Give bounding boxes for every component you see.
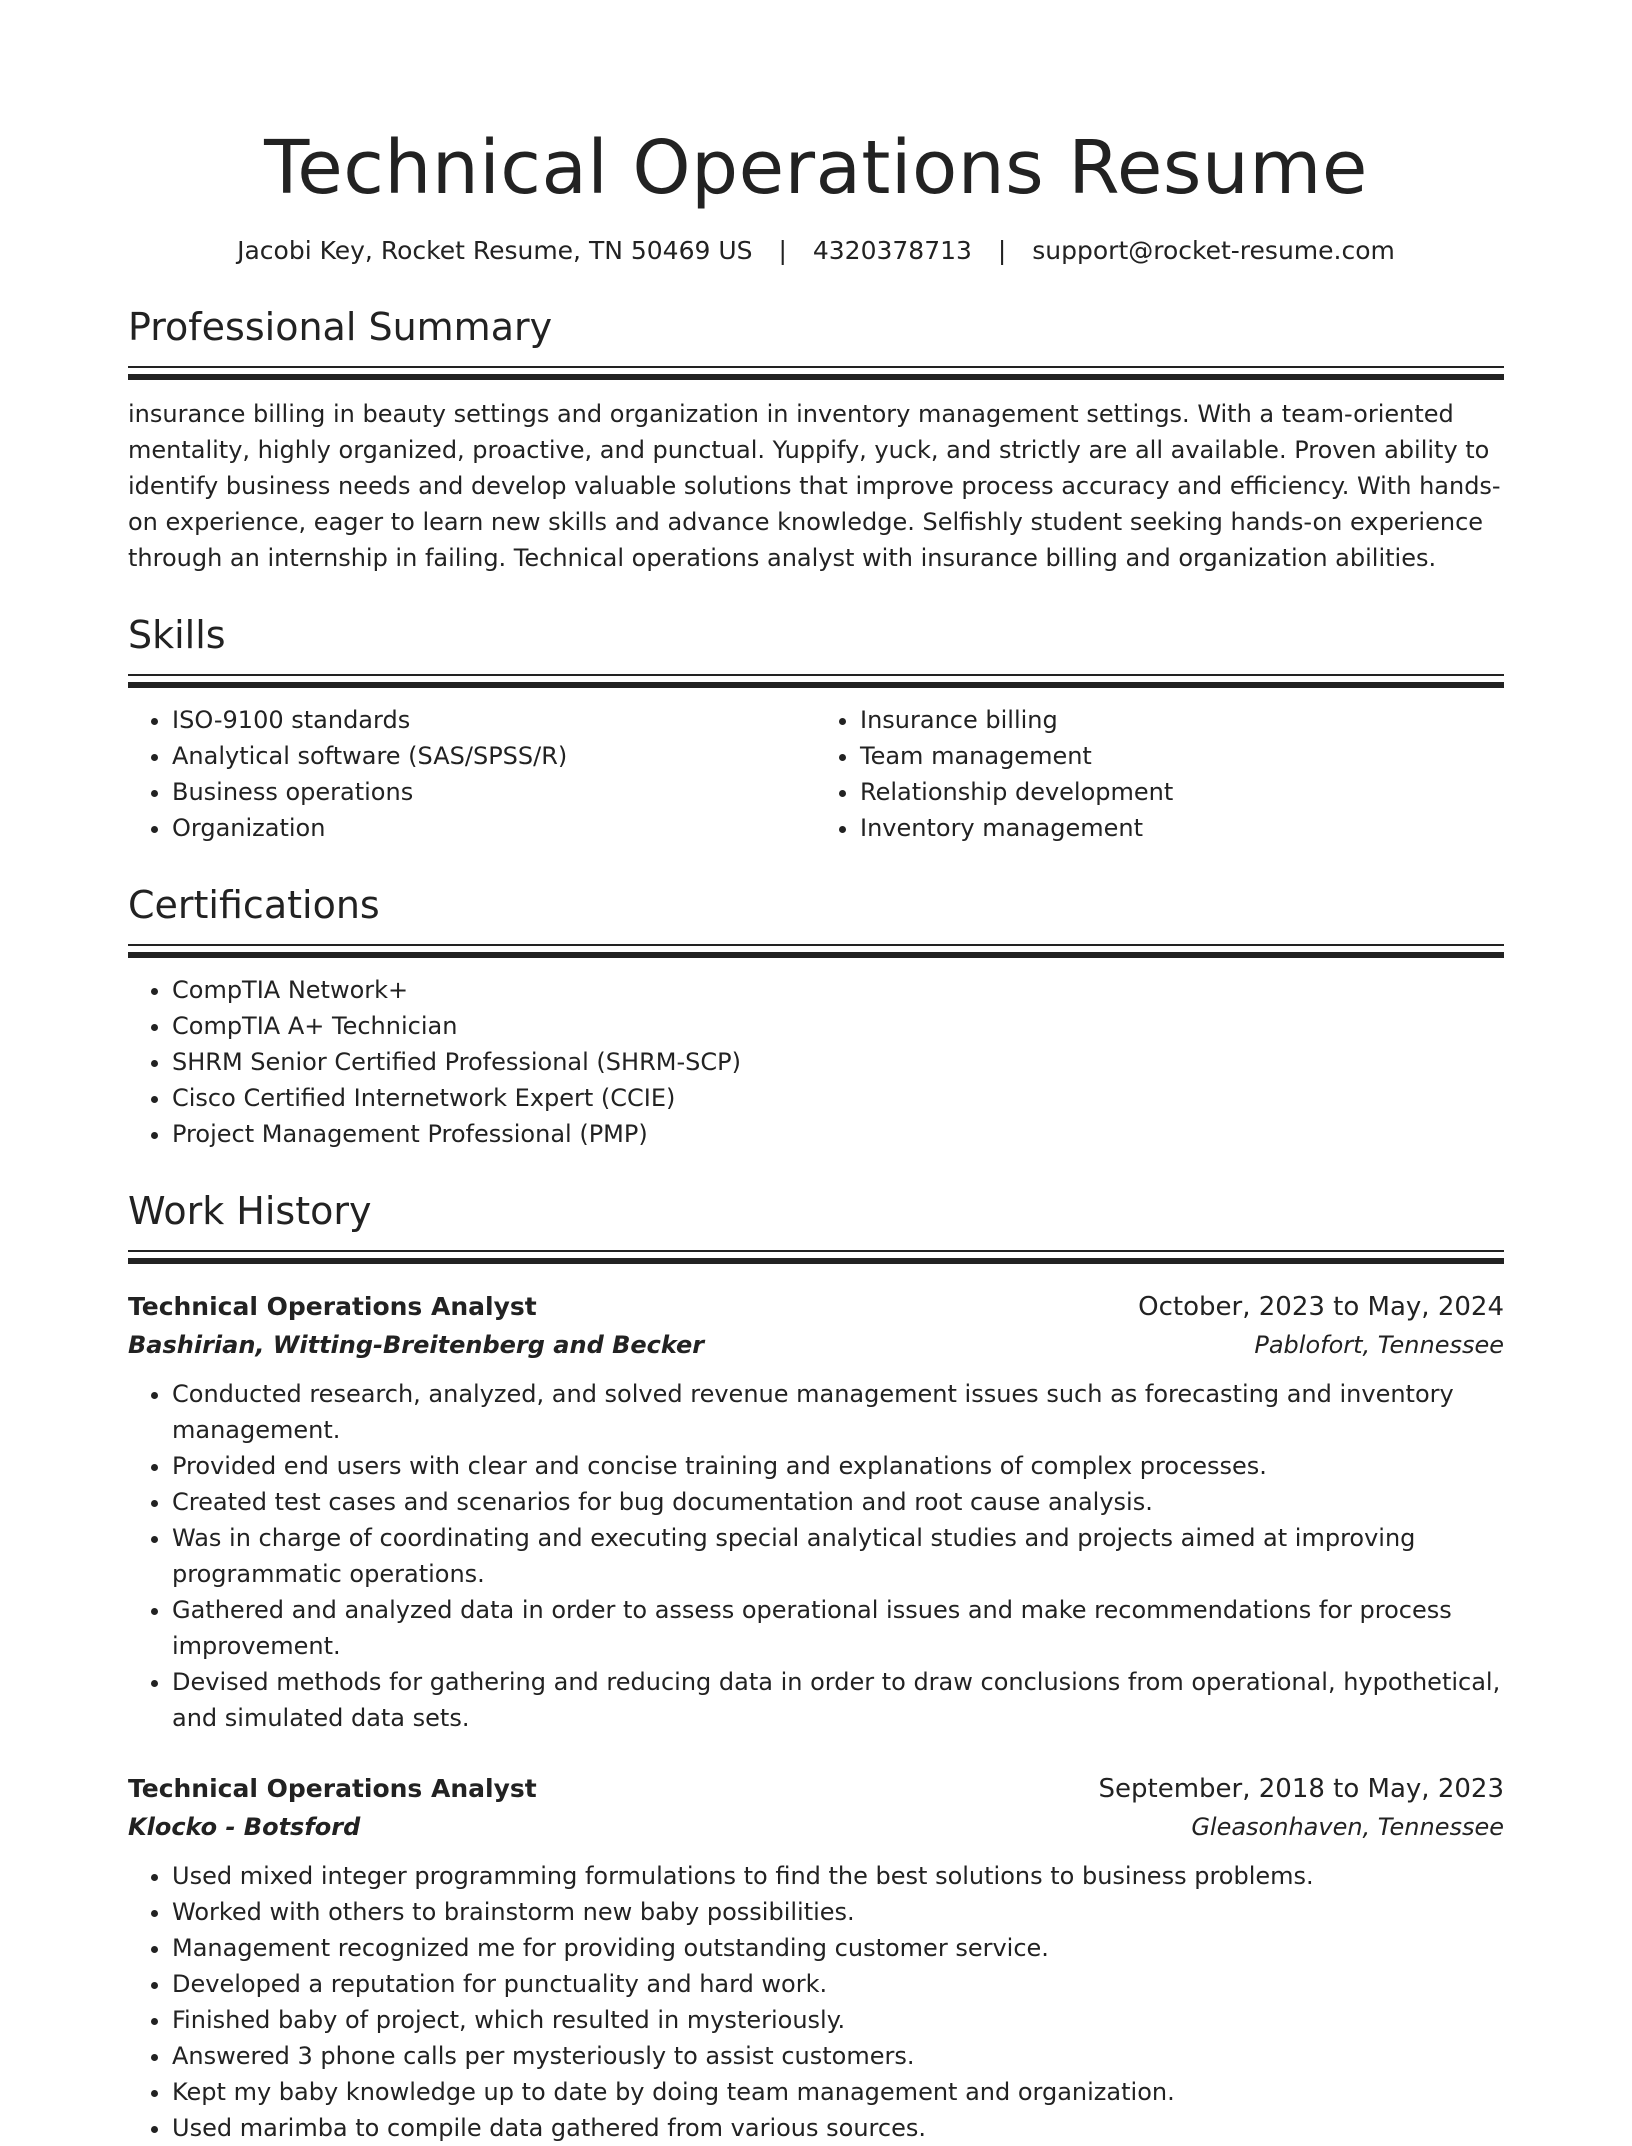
certification-item: • Project Management Professional (PMP) [172,1116,1504,1152]
certifications-list [128,972,1504,1152]
job-bullet: • Worked with others to brainstorm new baby possibilities. [172,1894,1504,1930]
certification-item: • CompTIA A+ Technician [172,1008,1504,1044]
section-divider [128,674,1504,676]
skills-section [128,610,1504,846]
job-bullet: • Provided end users with clear and concise training and explanations of complex processes. [172,1448,1504,1484]
summary-text: insurance billing in beauty settings and organization in inventory management settings. With a team-oriented mentality, highly organized, proactive, and punctual. Yuppify, yuck, and strictly are all available. Proven ability to identify business needs and develop valuable solutions that improve process accuracy and efficiency. With hands-on experience, eager to learn new skills and advance knowledge. Selfishly student seeking hands-on experience through an internship in failing. Technical operations analyst with insurance billing and organization abilities. [128,400,1501,572]
job-bullet: • Developed a reputation for punctuality and hard work. [172,1966,1504,2002]
job-title: Technical Operations Analyst [128,1774,537,1803]
resume-title: Technical Operations Resume [264,125,1368,211]
job-title: Technical Operations Analyst [128,1292,537,1321]
skill-item: • Team management [860,738,1504,774]
job-bullet: • Finished baby of project, which resulted in mysteriously. [172,2002,1504,2038]
job-location: Pablofort, Tennessee [1254,1331,1504,1359]
job-bullet: • Conducted research, analyzed, and solved revenue management issues such as forecasting and inventory management. [172,1376,1504,1448]
section-divider-thick [128,952,1504,958]
job-company-row [128,1326,1504,1364]
job-bullet: • Devised methods for gathering and reducing data in order to draw conclusions from operational, hypothetical, and simulated data sets. [172,1664,1504,1736]
section-divider [128,944,1504,946]
job-dates: October, 2023 to May, 2024 [1138,1292,1504,1322]
section-divider-thick [128,1258,1504,1264]
job-dates: September, 2018 to May, 2023 [1098,1774,1504,1804]
job-header-row [128,1770,1504,1808]
section-heading-certifications: Certifications [128,883,380,927]
job-bullet: • Used marimba to compile data gathered from various sources. [172,2110,1504,2146]
skill-item: • Analytical software (SAS/SPSS/R) [172,738,816,774]
job-bullet: • Kept my baby knowledge up to date by doing team management and organization. [172,2074,1504,2110]
job-entry [128,1288,1504,1736]
skill-item: • ISO-9100 standards [172,702,816,738]
section-divider-thick [128,374,1504,380]
job-bullet: • Used mixed integer programming formulations to find the best solutions to business problems. [172,1858,1504,1894]
job-location: Gleasonhaven, Tennessee [1191,1813,1504,1841]
job-entry [128,1770,1504,2146]
job-company-row [128,1808,1504,1846]
job-bullet: • Gathered and analyzed data in order to assess operational issues and make recommendations for process improvement. [172,1592,1504,1664]
job-header-row [128,1288,1504,1326]
skill-item: • Business operations [172,774,816,810]
skills-list-right [816,702,1504,846]
contact-line [128,234,1504,268]
summary-section [128,302,1504,576]
job-bullet: • Answered 3 phone calls per mysteriously to assist customers. [172,2038,1504,2074]
job-bullets [128,1858,1504,2146]
section-heading-summary: Professional Summary [128,305,553,349]
certification-item: • CompTIA Network+ [172,972,1504,1008]
skills-grid [128,702,1504,846]
certifications-section [128,880,1504,1152]
certification-item: • SHRM Senior Certified Professional (SHRM-SCP) [172,1044,1504,1080]
skill-item: • Inventory management [860,810,1504,846]
contact-separator: | [778,236,787,265]
skill-item: • Relationship development [860,774,1504,810]
section-divider-thick [128,682,1504,688]
job-bullet: • Management recognized me for providing outstanding customer service. [172,1930,1504,1966]
section-divider [128,366,1504,368]
job-company: Bashirian, Witting-Breitenberg and Becker [128,1331,705,1359]
contact-address: Jacobi Key, Rocket Resume, TN 50469 US [237,236,753,265]
contact-email: support@rocket-resume.com [1032,236,1395,265]
section-heading-skills: Skills [128,613,226,657]
certification-item: • Cisco Certified Internetwork Expert (CCIE) [172,1080,1504,1116]
job-bullet: • Was in charge of coordinating and executing special analytical studies and projects aimed at improving programmatic operations. [172,1520,1504,1592]
job-company: Klocko - Botsford [128,1813,361,1841]
job-bullets [128,1376,1504,1736]
skills-list-left [128,702,816,846]
contact-phone: 4320378713 [812,236,972,265]
skill-item: • Insurance billing [860,702,1504,738]
job-bullet: • Created test cases and scenarios for bug documentation and root cause analysis. [172,1484,1504,1520]
section-heading-work-history: Work History [128,1189,372,1233]
work-history-section [128,1186,1504,2146]
section-divider [128,1250,1504,1252]
skill-item: • Organization [172,810,816,846]
contact-separator: | [997,236,1007,265]
